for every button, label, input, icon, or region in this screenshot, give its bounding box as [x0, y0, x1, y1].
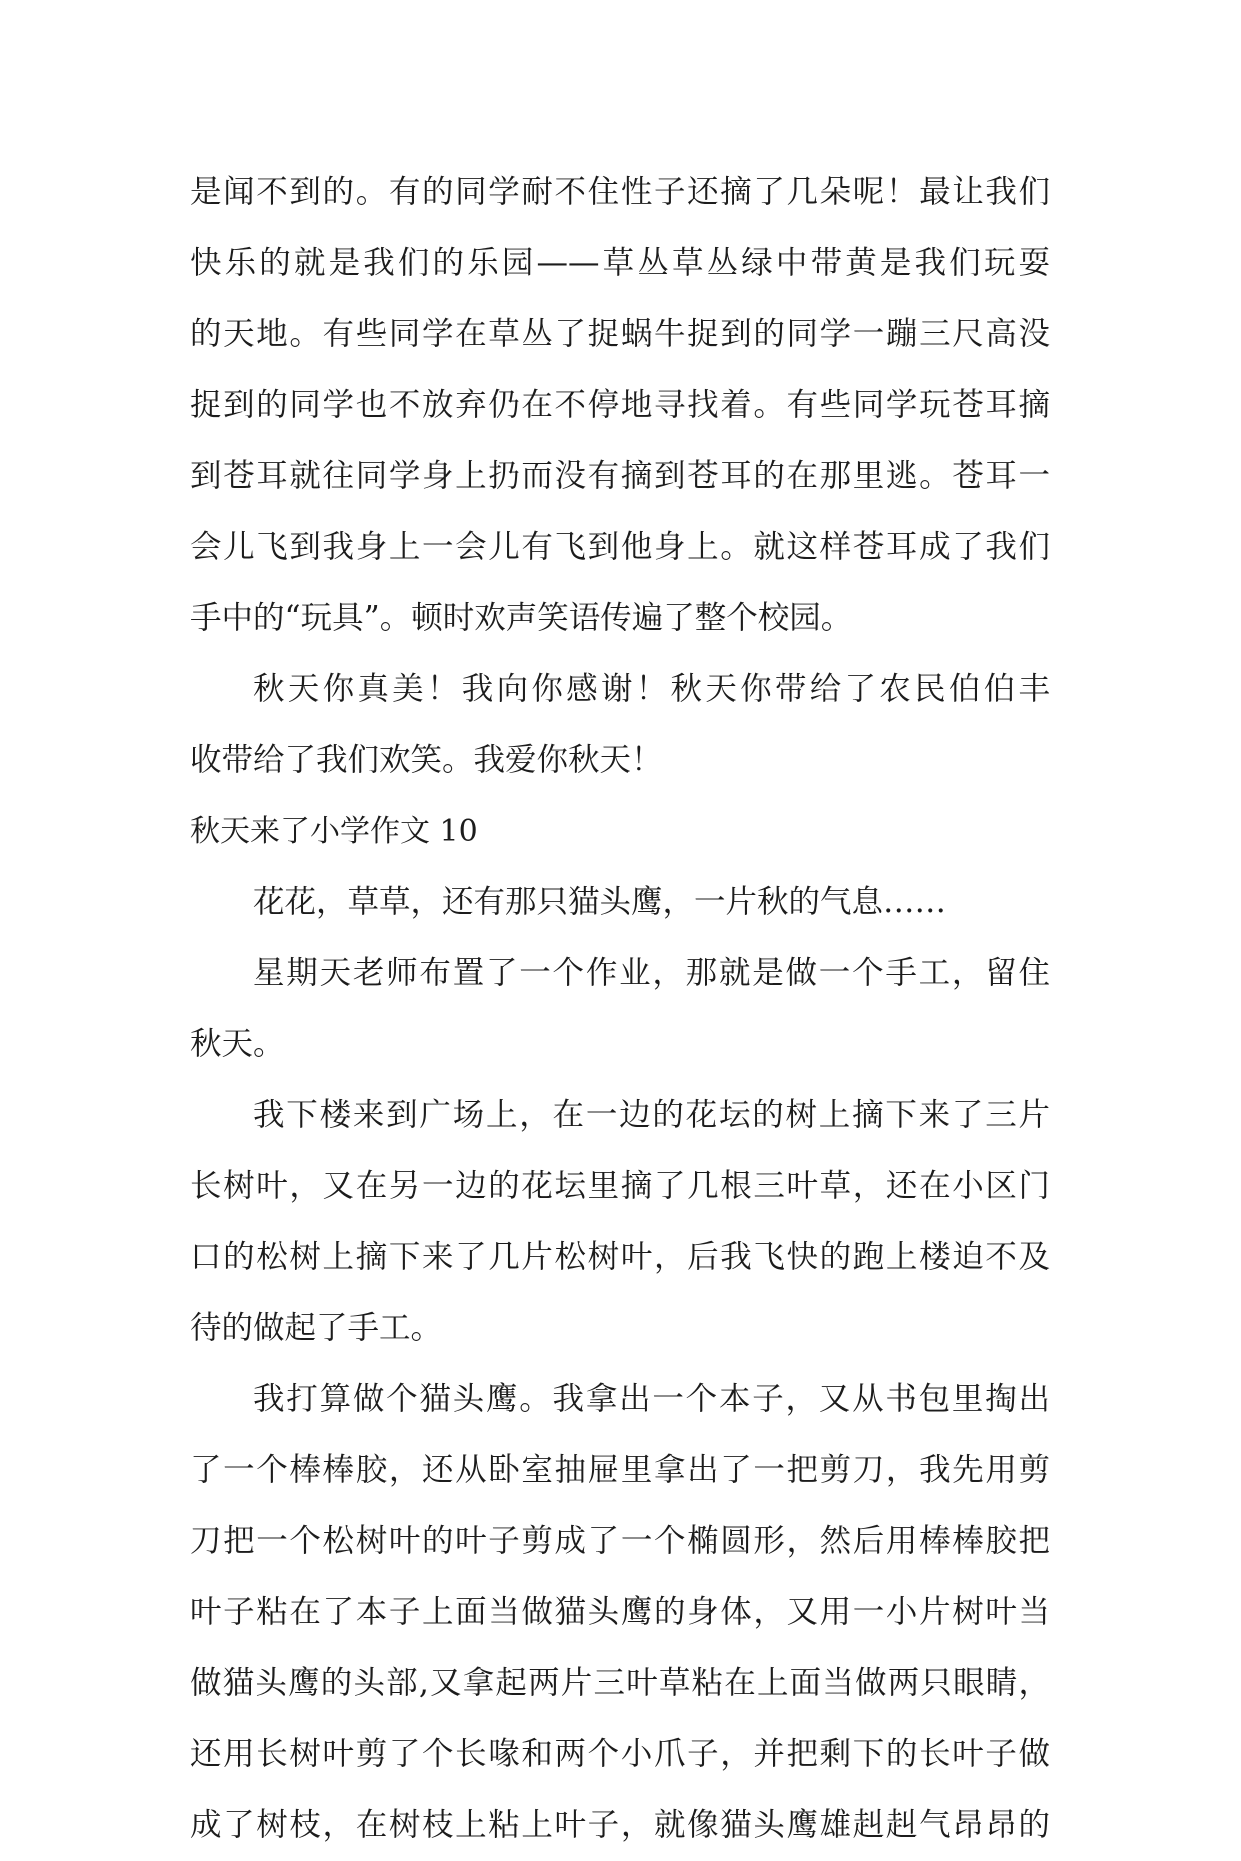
- text-line: 的天地。有些同学在草丛了捉蜗牛捉到的同学一蹦三尺高没: [190, 316, 1050, 352]
- paragraph: [190, 938, 1050, 1080]
- text-line: 我打算做个猫头鹰。我拿出一个本子，又从书包里掏出: [253, 1381, 1050, 1417]
- paragraph: [190, 1364, 1050, 1861]
- paragraph: [190, 157, 1050, 654]
- text-line: 快乐的就是我们的乐园——草丛草丛绿中带黄是我们玩耍: [190, 245, 1050, 281]
- text-line: 秋天你真美！我向你感谢！秋天你带给了农民伯伯丰: [253, 671, 1050, 707]
- paragraph: [190, 867, 1050, 938]
- text-line: 花花，草草，还有那只猫头鹰，一片秋的气息……: [253, 884, 947, 920]
- text-line: 长树叶，又在另一边的花坛里摘了几根三叶草，还在小区门: [190, 1168, 1050, 1204]
- text-line: 秋天。: [190, 1026, 285, 1062]
- text-line: 还用长树叶剪了个长喙和两个小爪子，并把剩下的长叶子做: [190, 1736, 1050, 1772]
- text-line: 到苍耳就往同学身上扔而没有摘到苍耳的在那里逃。苍耳一: [190, 458, 1050, 494]
- text-line: 手中的“玩具”。顿时欢声笑语传遍了整个校园。: [190, 600, 853, 636]
- text-line: 做猫头鹰的头部,又拿起两片三叶草粘在上面当做两只眼睛，: [190, 1665, 1050, 1701]
- text-line: 是闻不到的。有的同学耐不住性子还摘了几朵呢！最让我们: [190, 174, 1050, 210]
- text-line: 口的松树上摘下来了几片松树叶，后我飞快的跑上楼迫不及: [190, 1239, 1050, 1275]
- text-line: 我下楼来到广场上，在一边的花坛的树上摘下来了三片: [253, 1097, 1050, 1133]
- text-line: 成了树枝，在树枝上粘上叶子，就像猫头鹰雄赳赳气昂昂的: [190, 1807, 1050, 1843]
- text-line: 会儿飞到我身上一会儿有飞到他身上。就这样苍耳成了我们: [190, 529, 1050, 565]
- text-line: 了一个棒棒胶，还从卧室抽屉里拿出了一把剪刀，我先用剪: [190, 1452, 1050, 1488]
- paragraph: [190, 1080, 1050, 1364]
- heading-text: 秋天来了小学作文 10: [190, 814, 478, 849]
- document-body: [190, 157, 1050, 1861]
- paragraph: [190, 654, 1050, 796]
- text-line: 叶子粘在了本子上面当做猫头鹰的身体，又用一小片树叶当: [190, 1594, 1050, 1630]
- text-line: 刀把一个松树叶的叶子剪成了一个椭圆形，然后用棒棒胶把: [190, 1523, 1050, 1559]
- text-line: 捉到的同学也不放弃仍在不停地寻找着。有些同学玩苍耳摘: [190, 387, 1050, 423]
- text-line: 待的做起了手工。: [190, 1310, 443, 1346]
- section-heading: [190, 796, 1050, 867]
- text-line: 星期天老师布置了一个作业，那就是做一个手工，留住: [253, 955, 1050, 991]
- text-line: 收带给了我们欢笑。我爱你秋天！: [190, 742, 663, 778]
